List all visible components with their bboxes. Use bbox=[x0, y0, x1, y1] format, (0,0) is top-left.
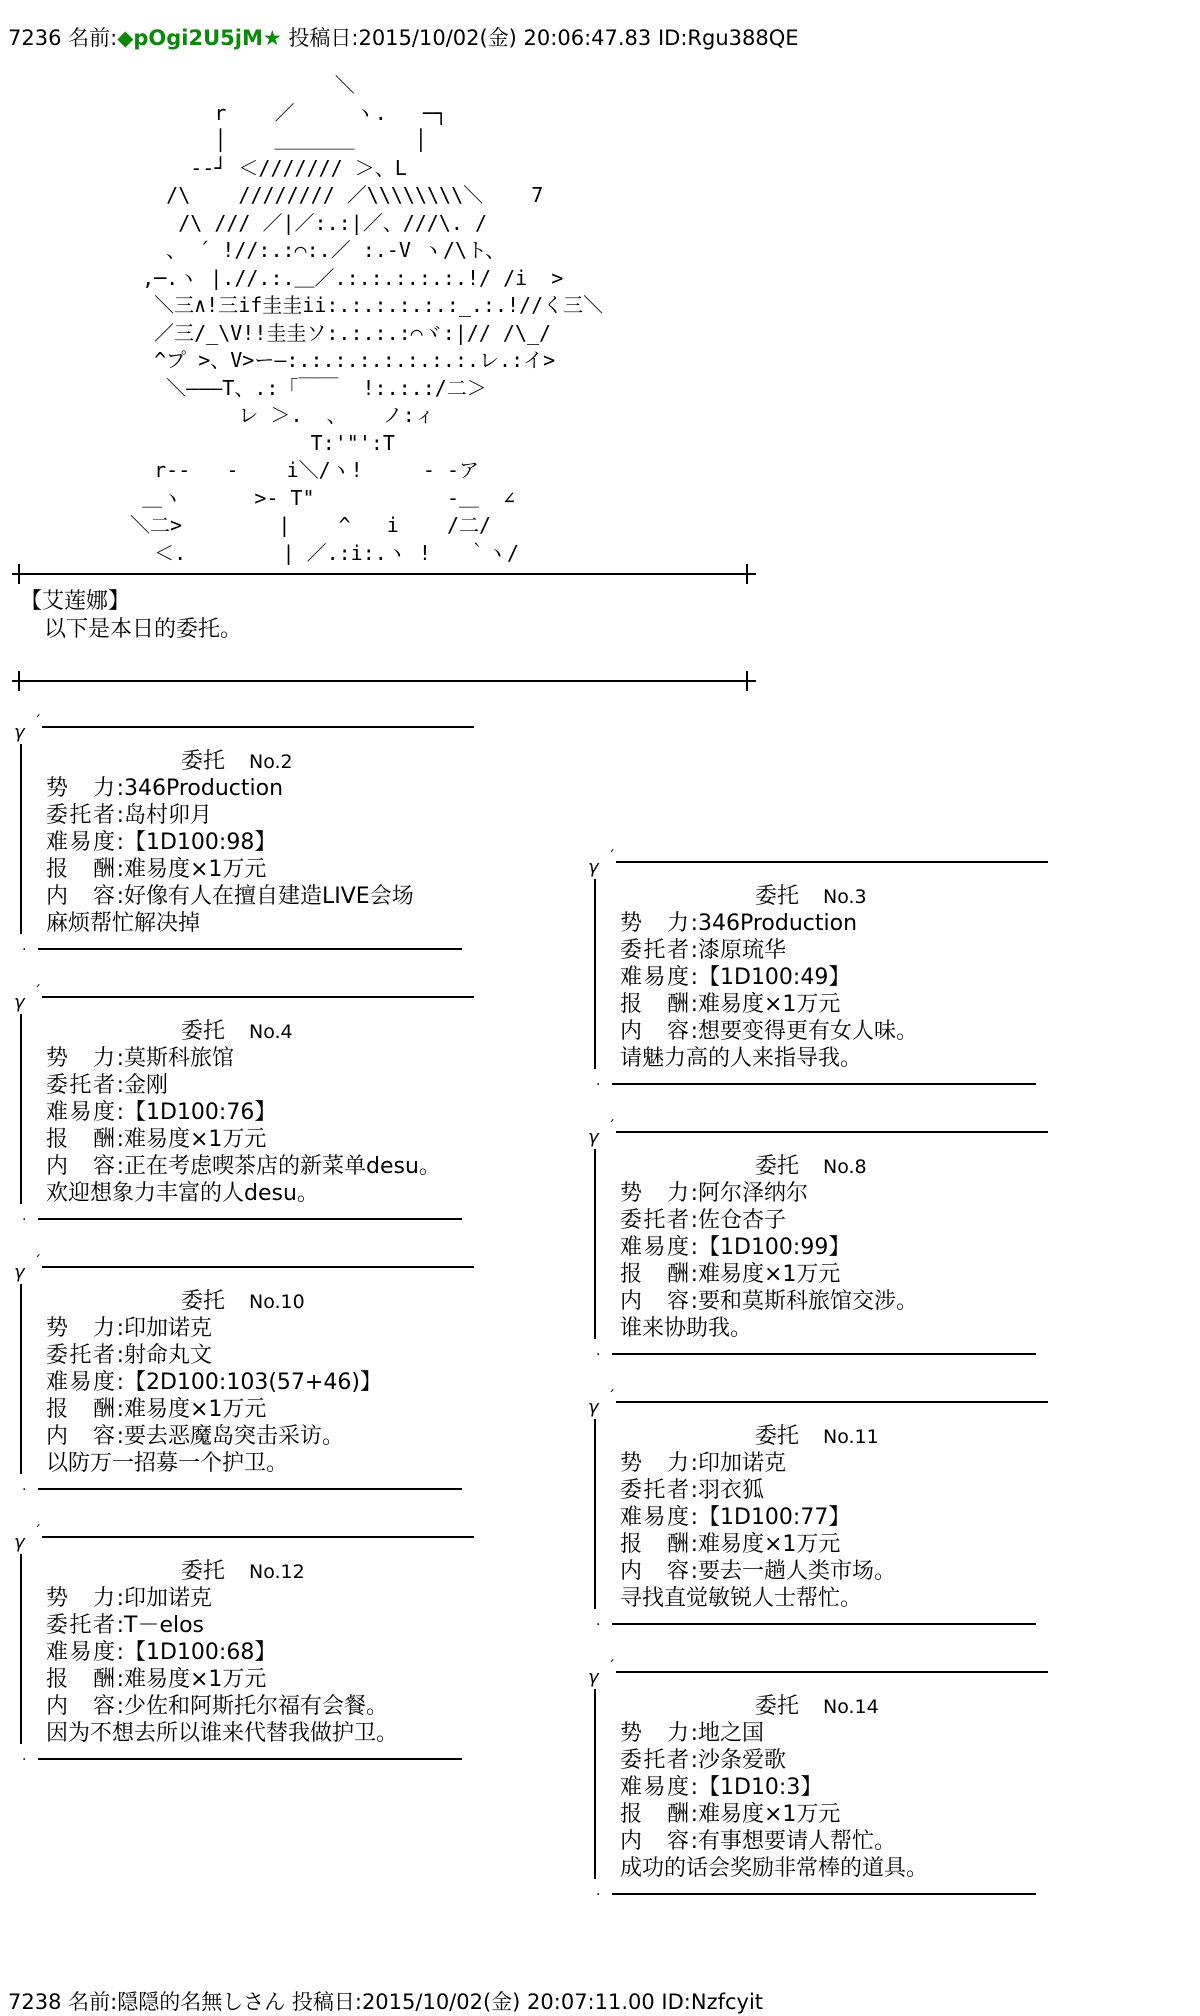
card-bottom-line bbox=[38, 1758, 462, 1760]
card-bottom-line bbox=[612, 1623, 1036, 1625]
card-content-row bbox=[46, 1423, 382, 1450]
post-id[interactable]: ID:Rgu388QE bbox=[657, 26, 799, 50]
client-value: T－elos bbox=[124, 1613, 205, 1638]
card-extra-row bbox=[46, 1180, 441, 1207]
card-bottom-dot: . bbox=[596, 1883, 601, 1899]
faction-value: 346Production bbox=[124, 776, 284, 801]
card-title-label: 委托 bbox=[181, 749, 226, 774]
faction-value: 莫斯科旅馆 bbox=[124, 1046, 235, 1071]
difficulty-value: 【1D100:68】 bbox=[124, 1640, 277, 1665]
content-extra: 寻找直觉敏锐人士帮忙。 bbox=[620, 1586, 863, 1611]
difficulty-value: 【1D100:49】 bbox=[698, 965, 851, 990]
content-extra: 成功的话会奖励非常棒的道具。 bbox=[620, 1856, 929, 1881]
card-extra-row bbox=[46, 1450, 382, 1477]
card-bottom-line bbox=[38, 948, 462, 950]
client-label: 委托者: bbox=[46, 1073, 124, 1098]
faction-value: 印加诺克 bbox=[124, 1316, 213, 1341]
card-number: No.14 bbox=[823, 1696, 879, 1718]
card-title bbox=[46, 1018, 441, 1045]
card-top-line bbox=[42, 726, 474, 728]
client-value: 漆原琉华 bbox=[698, 938, 787, 963]
card-faction-row bbox=[620, 1180, 918, 1207]
card-extra-row bbox=[620, 1855, 928, 1882]
card-client-row bbox=[620, 937, 918, 964]
reward-value: 难易度×1万元 bbox=[124, 857, 267, 882]
card-corner-glyph: γ bbox=[14, 992, 25, 1013]
card-top-border bbox=[588, 1655, 1048, 1689]
card-title-label: 委托 bbox=[181, 1289, 226, 1314]
card-difficulty-row bbox=[46, 1099, 441, 1126]
card-difficulty-row bbox=[620, 1504, 896, 1531]
card-body bbox=[620, 883, 918, 1072]
card-faction-row bbox=[46, 1045, 441, 1072]
difficulty-value: 【1D10:3】 bbox=[698, 1775, 823, 1800]
difficulty-label: 难易度: bbox=[46, 830, 124, 855]
card-top-line bbox=[616, 861, 1048, 863]
card-body bbox=[620, 1153, 918, 1342]
difficulty-value: 【1D100:99】 bbox=[698, 1235, 851, 1260]
difficulty-value: 【1D100:98】 bbox=[124, 830, 277, 855]
reward-label: 报 酬: bbox=[620, 992, 698, 1017]
card-corner-tick: ´ bbox=[608, 849, 615, 865]
card-bottom-line bbox=[38, 1488, 462, 1490]
client-label: 委托者: bbox=[46, 1613, 124, 1638]
poster-name[interactable]: ◆pOgi2U5jM★ bbox=[117, 26, 282, 50]
card-left-border bbox=[594, 1419, 596, 1609]
reward-label: 报 酬: bbox=[620, 1532, 698, 1557]
faction-label: 势 力: bbox=[46, 776, 124, 801]
card-reward-row bbox=[46, 1126, 441, 1153]
card-top-line bbox=[42, 1266, 474, 1268]
card-body bbox=[46, 748, 414, 937]
card-bottom-border bbox=[596, 1343, 1036, 1357]
card-faction-row bbox=[620, 1450, 896, 1477]
card-left-border bbox=[20, 1554, 22, 1744]
faction-label: 势 力: bbox=[620, 911, 698, 936]
card-corner-glyph: γ bbox=[588, 1667, 599, 1688]
client-value: 佐仓杏子 bbox=[698, 1208, 787, 1233]
client-value: 沙条爱歌 bbox=[698, 1748, 787, 1773]
card-bottom-dot: . bbox=[596, 1073, 601, 1089]
reward-label: 报 酬: bbox=[620, 1802, 698, 1827]
card-title-label: 委托 bbox=[755, 1694, 800, 1719]
card-title-label: 委托 bbox=[755, 1424, 800, 1449]
content-value: 好像有人在擅自建造LIVE会场 bbox=[124, 884, 414, 909]
content-extra: 谁来协助我。 bbox=[620, 1316, 753, 1341]
reward-label: 报 酬: bbox=[46, 1397, 124, 1422]
card-content-row bbox=[46, 1153, 441, 1180]
post-date: 2015/10/02(金) 20:06:47.83 bbox=[358, 26, 652, 50]
content-extra: 因为不想去所以谁来代替我做护卫。 bbox=[46, 1721, 399, 1746]
content-value: 要去一趟人类市场。 bbox=[698, 1559, 897, 1584]
card-difficulty-row bbox=[46, 1369, 382, 1396]
card-reward-row bbox=[46, 856, 414, 883]
reward-value: 难易度×1万元 bbox=[698, 1532, 841, 1557]
card-title-label: 委托 bbox=[755, 884, 800, 909]
card-bottom-line bbox=[38, 1218, 462, 1220]
client-label: 委托者: bbox=[620, 1748, 698, 1773]
client-value: 射命丸文 bbox=[124, 1343, 213, 1368]
card-corner-glyph: γ bbox=[588, 857, 599, 878]
content-label: 内 容: bbox=[46, 1424, 124, 1449]
card-corner-tick: ´ bbox=[608, 1389, 615, 1405]
card-left-border bbox=[20, 1014, 22, 1204]
speaker-name: 【艾莲娜】 bbox=[20, 589, 131, 614]
card-left-border bbox=[594, 879, 596, 1069]
card-body bbox=[46, 1288, 382, 1477]
content-value: 要去恶魔岛突击采访。 bbox=[124, 1424, 345, 1449]
card-body bbox=[620, 1423, 896, 1612]
card-difficulty-row bbox=[620, 1774, 928, 1801]
card-extra-row bbox=[46, 910, 414, 937]
client-value: 金刚 bbox=[124, 1073, 169, 1098]
card-title bbox=[620, 1693, 928, 1720]
divider-end-right bbox=[746, 671, 748, 691]
date-label: 投稿日: bbox=[288, 26, 359, 50]
card-number: No.3 bbox=[823, 886, 867, 908]
card-left-border bbox=[594, 1149, 596, 1339]
card-title-label: 委托 bbox=[181, 1019, 226, 1044]
card-title-label: 委托 bbox=[181, 1559, 226, 1584]
card-top-border bbox=[14, 980, 474, 1014]
content-label: 内 容: bbox=[620, 1019, 698, 1044]
client-value: 羽衣狐 bbox=[698, 1478, 765, 1503]
faction-value: 346Production bbox=[698, 911, 858, 936]
card-title bbox=[620, 883, 918, 910]
card-top-border bbox=[588, 1115, 1048, 1149]
card-content-row bbox=[46, 883, 414, 910]
next-post-header: 7238 名前:隠隠的名無しさん 投稿日:2015/10/02(金) 20:07:11.00 ID:Nzfcyit bbox=[8, 1990, 764, 2014]
card-corner-tick: ´ bbox=[34, 714, 41, 730]
card-client-row bbox=[46, 1612, 398, 1639]
reward-label: 报 酬: bbox=[46, 857, 124, 882]
client-label: 委托者: bbox=[620, 938, 698, 963]
card-bottom-dot: . bbox=[22, 1748, 27, 1764]
card-bottom-border bbox=[596, 1073, 1036, 1087]
divider-bottom bbox=[12, 680, 756, 682]
difficulty-label: 难易度: bbox=[46, 1640, 124, 1665]
client-value: 岛村卯月 bbox=[124, 803, 213, 828]
content-value: 想要变得更有女人味。 bbox=[698, 1019, 919, 1044]
card-top-border bbox=[588, 1385, 1048, 1419]
content-value: 少佐和阿斯托尔福有会餐。 bbox=[124, 1694, 389, 1719]
card-client-row bbox=[46, 802, 414, 829]
card-faction-row bbox=[46, 775, 414, 802]
card-top-line bbox=[616, 1131, 1048, 1133]
card-content-row bbox=[620, 1828, 928, 1855]
card-corner-glyph: γ bbox=[14, 722, 25, 743]
card-body bbox=[46, 1018, 441, 1207]
card-content-row bbox=[46, 1693, 398, 1720]
card-left-border bbox=[594, 1689, 596, 1879]
difficulty-value: 【1D100:76】 bbox=[124, 1100, 277, 1125]
card-top-line bbox=[616, 1401, 1048, 1403]
reward-value: 难易度×1万元 bbox=[124, 1397, 267, 1422]
reward-label: 报 酬: bbox=[620, 1262, 698, 1287]
card-client-row bbox=[620, 1477, 896, 1504]
card-corner-tick: ´ bbox=[34, 984, 41, 1000]
card-title bbox=[620, 1423, 896, 1450]
reward-value: 难易度×1万元 bbox=[124, 1667, 267, 1692]
card-bottom-border bbox=[22, 938, 462, 952]
content-label: 内 容: bbox=[620, 1559, 698, 1584]
reward-value: 难易度×1万元 bbox=[698, 992, 841, 1017]
difficulty-label: 难易度: bbox=[620, 1505, 698, 1530]
card-corner-glyph: γ bbox=[14, 1262, 25, 1283]
card-faction-row bbox=[46, 1315, 382, 1342]
card-corner-tick: ´ bbox=[34, 1254, 41, 1270]
card-number: No.8 bbox=[823, 1156, 867, 1178]
content-extra: 麻烦帮忙解决掉 bbox=[46, 911, 201, 936]
reward-label: 报 酬: bbox=[46, 1667, 124, 1692]
card-top-line bbox=[616, 1671, 1048, 1673]
card-body bbox=[46, 1558, 398, 1747]
faction-value: 地之国 bbox=[698, 1721, 765, 1746]
card-difficulty-row bbox=[620, 1234, 918, 1261]
card-number: No.4 bbox=[249, 1021, 293, 1043]
difficulty-label: 难易度: bbox=[46, 1370, 124, 1395]
card-client-row bbox=[46, 1072, 441, 1099]
card-bottom-dot: . bbox=[22, 1208, 27, 1224]
faction-label: 势 力: bbox=[620, 1181, 698, 1206]
card-reward-row bbox=[46, 1666, 398, 1693]
content-extra: 欢迎想象力丰富的人desu。 bbox=[46, 1181, 319, 1206]
content-value: 要和莫斯科旅馆交涉。 bbox=[698, 1289, 919, 1314]
client-label: 委托者: bbox=[46, 1343, 124, 1368]
faction-label: 势 力: bbox=[620, 1721, 698, 1746]
card-bottom-border bbox=[596, 1883, 1036, 1897]
client-label: 委托者: bbox=[620, 1478, 698, 1503]
speaker-block bbox=[20, 588, 242, 644]
card-title-label: 委托 bbox=[755, 1154, 800, 1179]
card-bottom-border bbox=[22, 1478, 462, 1492]
card-corner-tick: ´ bbox=[608, 1659, 615, 1675]
card-corner-glyph: γ bbox=[588, 1127, 599, 1148]
card-reward-row bbox=[620, 1801, 928, 1828]
content-extra: 以防万一招募一个护卫。 bbox=[46, 1451, 289, 1476]
card-title bbox=[46, 1288, 382, 1315]
card-title bbox=[620, 1153, 918, 1180]
card-content-row bbox=[620, 1288, 918, 1315]
card-top-line bbox=[42, 1536, 474, 1538]
faction-label: 势 力: bbox=[46, 1586, 124, 1611]
card-faction-row bbox=[620, 910, 918, 937]
content-label: 内 容: bbox=[46, 884, 124, 909]
name-label: 名前: bbox=[68, 26, 118, 50]
card-bottom-border bbox=[596, 1613, 1036, 1627]
card-reward-row bbox=[46, 1396, 382, 1423]
card-bottom-line bbox=[612, 1083, 1036, 1085]
card-top-border bbox=[14, 1520, 474, 1554]
content-extra: 请魅力高的人来指导我。 bbox=[620, 1046, 863, 1071]
card-left-border bbox=[20, 744, 22, 934]
card-content-row bbox=[620, 1018, 918, 1045]
post-number: 7236 bbox=[8, 26, 62, 50]
card-extra-row bbox=[620, 1585, 896, 1612]
card-number: No.11 bbox=[823, 1426, 879, 1448]
difficulty-label: 难易度: bbox=[620, 1235, 698, 1260]
card-corner-tick: ´ bbox=[608, 1119, 615, 1135]
card-top-border bbox=[14, 1250, 474, 1284]
card-body bbox=[620, 1693, 928, 1882]
card-reward-row bbox=[620, 1261, 918, 1288]
reward-value: 难易度×1万元 bbox=[698, 1262, 841, 1287]
card-corner-glyph: γ bbox=[14, 1532, 25, 1553]
card-client-row bbox=[620, 1747, 928, 1774]
faction-value: 印加诺克 bbox=[124, 1586, 213, 1611]
card-client-row bbox=[46, 1342, 382, 1369]
faction-label: 势 力: bbox=[46, 1316, 124, 1341]
card-bottom-dot: . bbox=[596, 1613, 601, 1629]
divider-end-right bbox=[746, 564, 748, 584]
card-number: No.12 bbox=[249, 1561, 305, 1583]
divider-end-left bbox=[18, 564, 20, 584]
card-reward-row bbox=[620, 1531, 896, 1558]
card-client-row bbox=[620, 1207, 918, 1234]
difficulty-value: 【2D100:103(57+46)】 bbox=[124, 1370, 382, 1395]
divider-end-left bbox=[18, 671, 20, 691]
reward-value: 难易度×1万元 bbox=[124, 1127, 267, 1152]
card-faction-row bbox=[46, 1585, 398, 1612]
card-top-border bbox=[588, 845, 1048, 879]
card-top-border bbox=[14, 710, 474, 744]
client-label: 委托者: bbox=[46, 803, 124, 828]
card-bottom-dot: . bbox=[22, 1478, 27, 1494]
card-title bbox=[46, 748, 414, 775]
difficulty-label: 难易度: bbox=[620, 965, 698, 990]
content-label: 内 容: bbox=[620, 1829, 698, 1854]
card-bottom-line bbox=[612, 1893, 1036, 1895]
card-content-row bbox=[620, 1558, 896, 1585]
post-header bbox=[8, 22, 799, 52]
card-extra-row bbox=[620, 1045, 918, 1072]
card-bottom-line bbox=[612, 1353, 1036, 1355]
reward-label: 报 酬: bbox=[46, 1127, 124, 1152]
content-value: 正在考虑喫茶店的新菜单desu。 bbox=[124, 1154, 441, 1179]
card-bottom-border bbox=[22, 1748, 462, 1762]
ascii-art-character: ＼ r ／ ヽ. ─┐ │ ＿＿＿＿ │ ‐‐┘ ＜/////// ＞、L /\ //////// ／\\\\\\\\＼ 7 /\ /// ／|／:.:|／、///\. / 、 ´ !//:.:⌒:.／ :.-V ヽ/\ト、 ,─.ヽ |.//.:.＿／.:.:.:.:.:.!/ /i > ＼三∧!三if圭圭ii:.:.:.:.:.:_.:.!//く三＼ ／三/_\V!!圭圭ソ:.:.:.:⌒ヾ:|// /\_/ ^プ >、V>ー―:.:.:.:.:.:.:.:.レ.:イ> ＼―――T、.:「￣￣ !:.:.:/二＞ レ ＞. 、 ノ:ィ T:'"':T r‐- - i＼/ヽ! - -ア ＿ヽ >‐ T" ‐＿ ∠ ＼二> | ^ i /二/ ＜. | ／.:i:.ヽ ! ｀ヽ/ bbox=[130, 73, 604, 565]
card-number: No.2 bbox=[249, 751, 293, 773]
faction-value: 阿尔泽纳尔 bbox=[698, 1181, 809, 1206]
card-extra-row bbox=[620, 1315, 918, 1342]
difficulty-value: 【1D100:77】 bbox=[698, 1505, 851, 1530]
card-corner-tick: ´ bbox=[34, 1524, 41, 1540]
card-bottom-dot: . bbox=[22, 938, 27, 954]
divider-top bbox=[12, 573, 756, 575]
card-title bbox=[46, 1558, 398, 1585]
faction-value: 印加诺克 bbox=[698, 1451, 787, 1476]
content-value: 有事想要请人帮忙。 bbox=[698, 1829, 897, 1854]
card-reward-row bbox=[620, 991, 918, 1018]
card-corner-glyph: γ bbox=[588, 1397, 599, 1418]
client-label: 委托者: bbox=[620, 1208, 698, 1233]
card-difficulty-row bbox=[46, 829, 414, 856]
difficulty-label: 难易度: bbox=[46, 1100, 124, 1125]
content-label: 内 容: bbox=[46, 1154, 124, 1179]
card-faction-row bbox=[620, 1720, 928, 1747]
card-top-line bbox=[42, 996, 474, 998]
difficulty-label: 难易度: bbox=[620, 1775, 698, 1800]
content-label: 内 容: bbox=[46, 1694, 124, 1719]
content-label: 内 容: bbox=[620, 1289, 698, 1314]
card-bottom-border bbox=[22, 1208, 462, 1222]
card-difficulty-row bbox=[46, 1639, 398, 1666]
faction-label: 势 力: bbox=[620, 1451, 698, 1476]
card-bottom-dot: . bbox=[596, 1343, 601, 1359]
speaker-line: 以下是本日的委托。 bbox=[44, 617, 243, 642]
card-difficulty-row bbox=[620, 964, 918, 991]
card-extra-row bbox=[46, 1720, 398, 1747]
reward-value: 难易度×1万元 bbox=[698, 1802, 841, 1827]
faction-label: 势 力: bbox=[46, 1046, 124, 1071]
card-number: No.10 bbox=[249, 1291, 305, 1313]
card-left-border bbox=[20, 1284, 22, 1474]
